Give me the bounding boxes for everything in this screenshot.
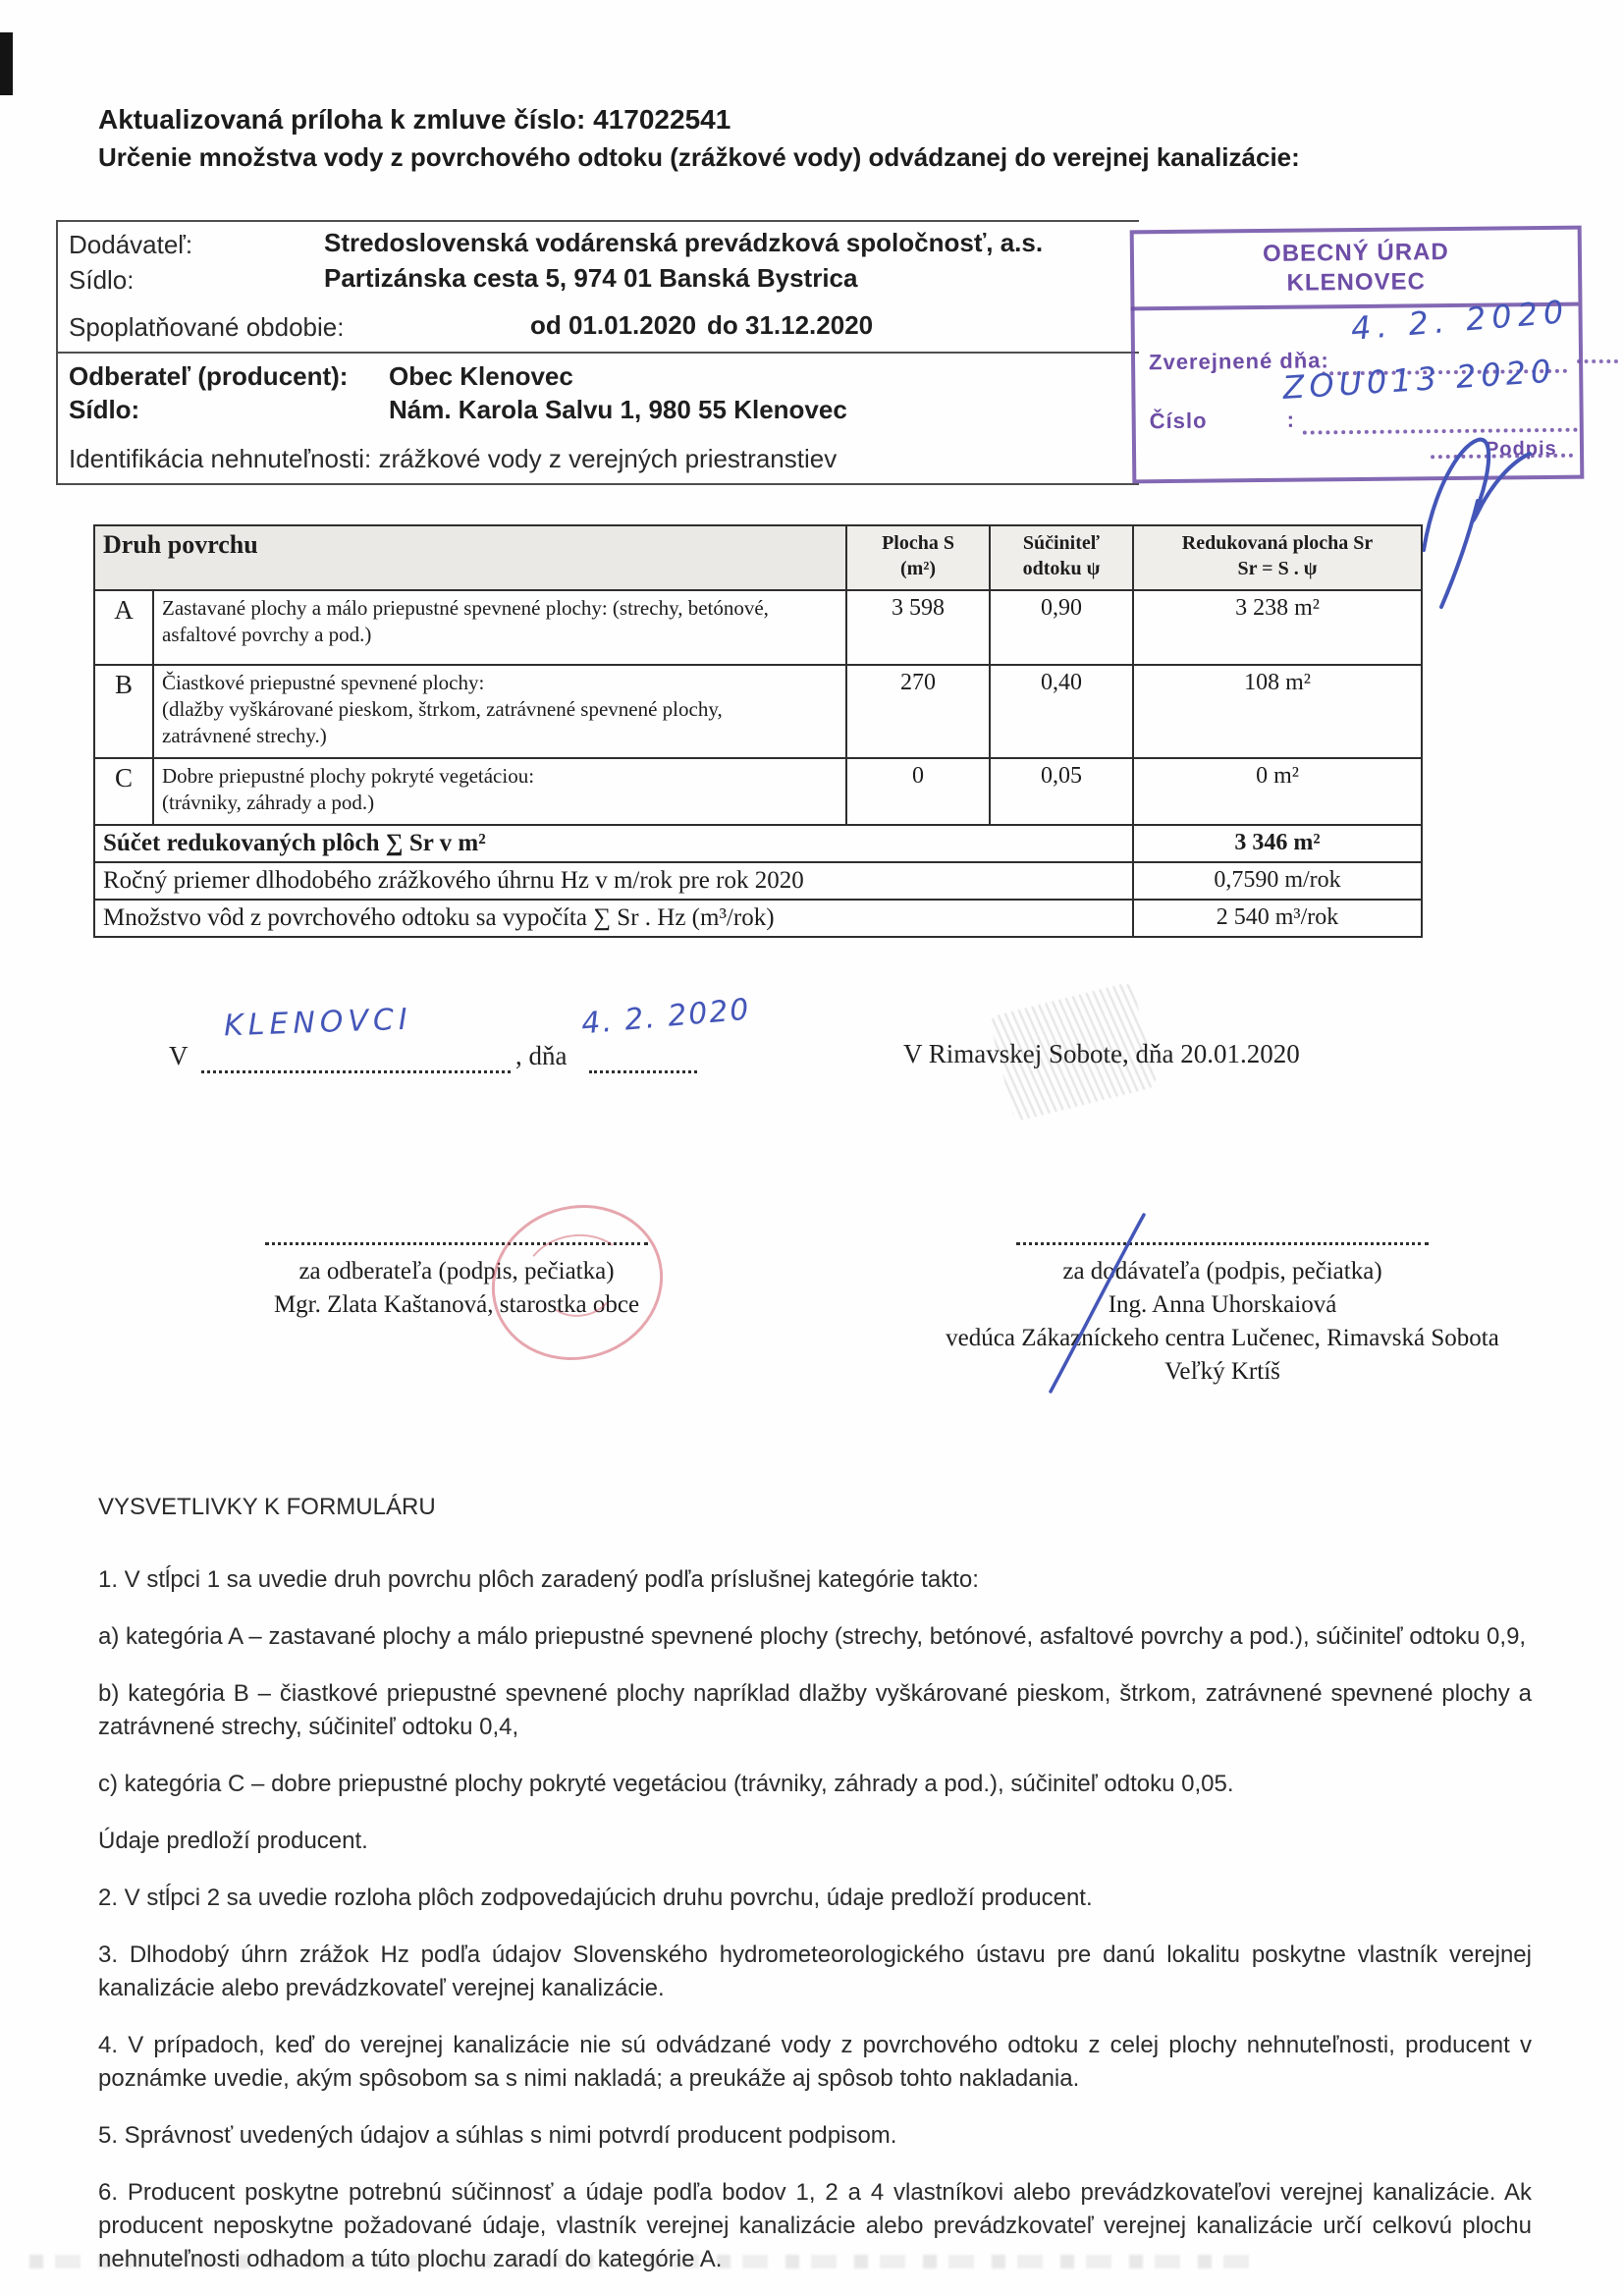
table-volume-row: [94, 900, 1422, 937]
rain-value: 0,7590 m/rok: [1133, 862, 1422, 900]
row-b-desc-line3: zatrávnené strechy.): [162, 724, 327, 747]
customer-address-label: Sídlo:: [69, 395, 140, 424]
supplier-address-label: Sídlo:: [69, 265, 135, 295]
volume-label: Množstvo vôd z povrchového odtoku sa vypočíta ∑ Sr . Hz (m³/rok): [94, 900, 1133, 937]
stamp-published-label: Zverejnené dňa:: [1148, 348, 1329, 375]
sign-right-place-date: V Rimavskej Sobote, dňa 20.01.2020: [903, 1039, 1300, 1068]
period-label: Spoplatňované obdobie:: [69, 312, 345, 342]
table-row-b: [94, 665, 1422, 758]
table-row-c: [94, 758, 1422, 825]
customer-signature-caption: za odberateľa (podpis, pečiatka): [298, 1258, 615, 1285]
row-b-area: 270: [846, 665, 990, 758]
customer-address-value: Nám. Karola Salvu 1, 980 55 Klenovec: [389, 395, 847, 424]
col-header-coefficient: [990, 525, 1133, 590]
customer-value: Obec Klenovec: [389, 361, 573, 391]
stamp-published-handwritten-date: 4. 2. 2020: [1349, 293, 1571, 348]
supplier-signature-icon: [1021, 1200, 1168, 1396]
note-item-2: 2. V stĺpci 2 sa uvedie rozloha plôch zodpovedajúcich druhu povrchu, údaje predloží producent.: [98, 1885, 1093, 1911]
rain-label: Ročný priemer dlhodobého zrážkového úhrnu Hz v m/rok pre rok 2020: [94, 862, 1133, 900]
notes-heading: VYSVETLIVKY K FORMULÁRU: [98, 1494, 436, 1520]
sign-date-handwritten: 4. 2. 2020: [579, 992, 752, 1042]
supplier-signature-name: Ing. Anna Uhorskaiová: [1108, 1291, 1337, 1318]
period-from: od 01.01.2020: [530, 310, 697, 340]
stamp-signature-label: Podpis: [1485, 437, 1557, 461]
surface-table-header-row: [94, 525, 1422, 590]
col-header-area-line2: (m²): [900, 558, 936, 579]
note-item-producer: Údaje predloží producent.: [98, 1828, 368, 1854]
customer-round-stamp: [471, 1183, 683, 1383]
row-c-category: C: [94, 758, 153, 825]
col-header-reduced-line1: Redukovaná plocha Sr: [1181, 532, 1374, 554]
period-to: do 31.12.2020: [707, 310, 874, 340]
scan-edge-mark: [0, 32, 13, 95]
supplier-label: Dodávateľ:: [69, 230, 193, 259]
page-title: Aktualizovaná príloha k zmluve číslo: 417022541: [98, 104, 731, 135]
header-border-top: [56, 220, 1139, 222]
row-a-reduced-area: 3 238 m²: [1133, 590, 1422, 665]
note-item-a: a) kategória A – zastavané plochy a málo priepustné spevnené plochy (strechy, betónové, asfaltové povrchy a pod.), súčiniteľ odtoku 0,9,: [98, 1623, 1527, 1650]
supplier-signature-role1: vedúca Zákazníckeho centra Lučenec, Rimavská Sobota: [946, 1325, 1499, 1351]
stamp-office-line2: KLENOVEC: [1286, 268, 1427, 297]
note-item-1: 1. V stĺpci 1 sa uvedie druh povrchu plôch zaradený podľa príslušnej kategórie takto:: [98, 1566, 979, 1593]
supplier-signature-caption: za dodávateľa (podpis, pečiatka): [1062, 1258, 1382, 1285]
row-a-description: [153, 590, 846, 665]
col-header-coeff-line1: Súčiniteľ: [1022, 532, 1101, 554]
supplier-signature-role2: Veľký Krtíš: [1164, 1358, 1280, 1385]
col-header-area-line1: Plocha S: [882, 532, 954, 554]
sum-value: 3 346 m²: [1133, 825, 1422, 862]
page-subtitle: Určenie množstva vody z povrchového odtoku (zrážkové vody) odvádzanej do verejnej kanalizácie:: [98, 142, 1300, 172]
row-c-desc-line2: (trávniky, záhrady a pod.): [162, 791, 375, 814]
sign-date-label: , dňa: [515, 1041, 568, 1070]
sum-label: Súčet redukovaných plôch ∑ Sr v m²: [94, 825, 1133, 862]
row-c-area: 0: [846, 758, 990, 825]
note-item-5: 5. Správnosť uvedených údajov a súhlas s nimi potvrdí producent podpisom.: [98, 2122, 897, 2149]
supplier-value: Stredoslovenská vodárenská prevádzková spoločnosť, a.s.: [324, 228, 1044, 257]
col-header-area: [846, 525, 990, 590]
note-item-b: b) kategória B – čiastkové priepustné spevnené plochy napríklad dlažby vyškárované pieskom, štrkom, zatrávnené spevnené plochy a zatrávnené strechy, súčiniteľ odtoku 0,4,: [98, 1680, 1532, 1740]
row-b-description: [153, 665, 846, 758]
col-header-reduced-area: [1133, 525, 1422, 590]
customer-signature-name: Mgr. Zlata Kaštanová, starostka obce: [273, 1291, 640, 1318]
col-header-surface-type: Druh povrchu: [94, 525, 846, 590]
row-a-area: 3 598: [846, 590, 990, 665]
volume-value: 2 540 m³/rok: [1133, 900, 1422, 937]
note-item-3: 3. Dlhodobý úhrn zrážok Hz podľa údajov Slovenského hydrometeorologického ústavu pre danú lokalitu poskytne vlastník verejnej kanalizácie alebo prevádzkovateľ verejnej kanalizácie.: [98, 1941, 1532, 2001]
table-rain-row: [94, 862, 1422, 900]
col-header-reduced-line2: Sr = S . ψ: [1237, 558, 1318, 579]
row-b-category: B: [94, 665, 153, 758]
note-item-6: 6. Producent poskytne potrebnú súčinnosť a údaje podľa bodov 1, 2 a 4 vlastníkovi alebo prevádzkovateľovi verejnej kanalizácie. Ak producent neposkytne požadované údaje, vlastník verejnej kanalizácie alebo prevádzkovateľ verejnej kanalizácie určí celkovú plochu nehnuteľnosti odhadom a túto plochu zaradí do kategórie A.: [98, 2179, 1532, 2272]
row-b-desc-line1: Čiastkové priepustné spevnené plochy:: [162, 671, 485, 694]
supplier-signature-block: [889, 1222, 1556, 1389]
row-b-coefficient: 0,40: [990, 665, 1133, 758]
sign-place-prefix: V: [169, 1041, 189, 1070]
row-c-description: [153, 758, 846, 825]
row-b-reduced-area: 108 m²: [1133, 665, 1422, 758]
customer-label: Odberateľ (producent):: [69, 361, 349, 391]
supplier-address-value: Partizánska cesta 5, 974 01 Banská Bystrica: [324, 263, 858, 293]
row-a-desc-line2: asfaltové povrchy a pod.): [162, 623, 372, 646]
table-row-a: [94, 590, 1422, 665]
stamp-number-handwritten: ZOU013 2020: [1281, 352, 1557, 408]
stamp-number-colon: :: [1286, 407, 1296, 432]
row-a-desc-line1: Zastavané plochy a málo priepustné spevnené plochy: (strechy, betónové,: [162, 596, 769, 620]
sign-date-dotted-line: [589, 1041, 697, 1073]
row-c-reduced-area: 0 m²: [1133, 758, 1422, 825]
table-sum-row: [94, 825, 1422, 862]
row-a-category: A: [94, 590, 153, 665]
col-header-coeff-line2: odtoku ψ: [1022, 558, 1101, 579]
property-identification: Identifikácia nehnuteľnosti: zrážkové vody z verejných priestranstiev: [69, 444, 838, 473]
stamp-number-label: Číslo: [1149, 408, 1208, 434]
note-item-4: 4. V prípadoch, keď do verejnej kanalizácie nie sú odvádzané vody z povrchového odtoku z celej plochy nehnuteľnosti, producent v poznámke uvedie, akým spôsobom sa s nimi nakladá; a preukáže aj spôsob tohto nakladania.: [98, 2032, 1532, 2092]
row-c-coefficient: 0,05: [990, 758, 1133, 825]
explanatory-notes: [98, 1491, 1532, 2296]
header-border-bottom: [56, 483, 1139, 485]
row-c-desc-line1: Dobre priepustné plochy pokryté vegetáciou:: [162, 764, 535, 788]
row-b-desc-line2: (dlažby vyškárované pieskom, štrkom, zatrávnené spevnené plochy,: [162, 697, 723, 721]
row-a-coefficient: 0,90: [990, 590, 1133, 665]
header-border-mid: [56, 352, 1139, 354]
sign-place-dotted-line: [201, 1041, 511, 1073]
note-item-c: c) kategória C – dobre priepustné plochy pokryté vegetáciou (trávniky, záhrady a pod.), súčiniteľ odtoku 0,05.: [98, 1771, 1234, 1797]
surface-table: [93, 524, 1423, 938]
stamp-office-line1: OBECNÝ ÚRAD: [1262, 239, 1449, 267]
stamp-dash-extension: [1577, 359, 1618, 363]
sign-place-handwritten: KLENOVCI: [223, 1002, 413, 1044]
